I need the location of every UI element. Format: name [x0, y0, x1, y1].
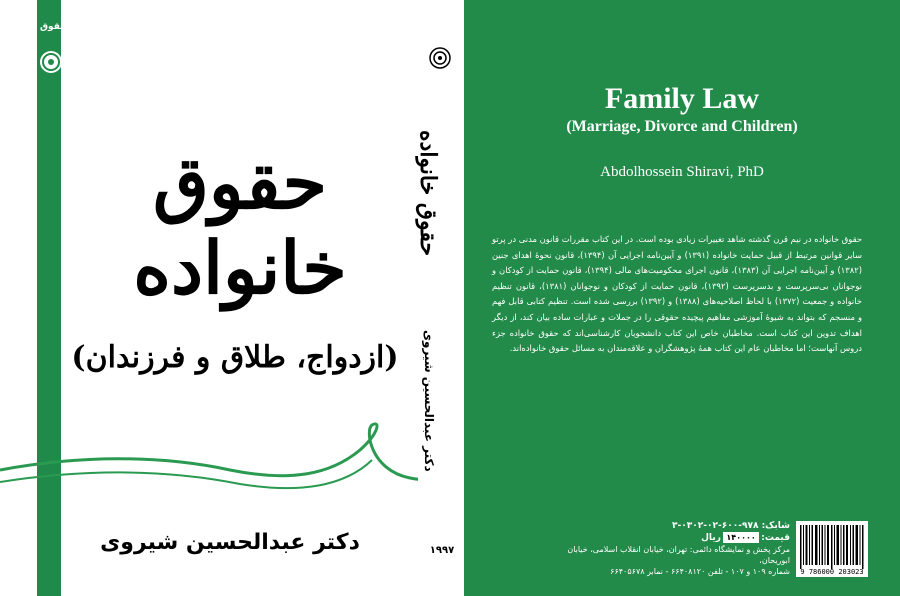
strip-label: حقوق: [40, 22, 67, 32]
address-line-2: شماره ۱۰۹ و ۱۰۷ - تلفن ۶۶۴۰۸۱۲۰ - نمابر ۶۶۴۰۵۶۷۸: [610, 567, 790, 576]
book-description: حقوق خانواده در نیم قرن گذشته شاهد تغییرات زیادی بوده است. در این کتاب مقررات قانون مدنی در پرتو سایر قوانین مرتبط از قبیل حمایت خانواده (۱۳۹۱) و آیین‌نامه اجرایی آن (۱۳۹۴)، قانون نحوهٔ اهدای جنین (۱۳۸۲) و آیین‌نامه اجرایی آن (۱۳۸۳)، قانون اجرای محکومیت‌های مالی (۱۳۹۴)، قانون حمایت از کودکان و نوجوانان بی‌سرپرست و بدسرپرست (۱۳۹۲)، قانون حمایت از کودکان و نوجوانان (۱۳۸۱)، قانون تنظیم خانواده و جمعیت (۱۳۷۲) با لحاظ اصلاحیه‌های (۱۳۸۸) و (۱۳۹۲) بررسی شده است. تنظیم کتابی قابل فهم و منسجم که بتواند به شیوهٔ آموزشی مفاهیم پیچیده حقوقی را در جملات و عبارات ساده بیان کند، از دیگر اهداف تدوین این کتاب است. مخاطبان خاص این کتاب دانشجویان کارشناسی‌اند که حقوق خانواده جزء دروس آنهاست؛ اما مخاطبان عام این کتاب همهٔ پژوهشگران و علاقه‌مندان به مسائل حقوق خانواده‌اند.: [492, 234, 862, 354]
spine-title: حقوق خانواده: [415, 130, 441, 257]
book-author: دکتر عبدالحسین شیروی: [100, 530, 360, 555]
book-subtitle: (ازدواج، طلاق و فرزندان): [71, 340, 399, 375]
spine-author: دکتر عبدالحسین شیروی: [422, 330, 436, 472]
price-value: ۱۴۰۰۰۰: [723, 532, 758, 543]
publisher-seal-icon: [37, 48, 65, 76]
english-title: Family Law: [604, 82, 760, 115]
english-subtitle: (Marriage, Divorce and Children): [566, 118, 798, 135]
spine-number: ۱۹۹۷: [429, 545, 455, 556]
spine-seal-icon: [428, 46, 452, 70]
spine-author-block: [418, 330, 464, 480]
spine-title-block: [415, 130, 464, 280]
isbn: شابک: ۹۷۸-۶۰۰-۰۲-۰۳۰۲-۳: [671, 521, 790, 531]
price-unit: ریال: [701, 533, 721, 543]
price-line: [560, 532, 790, 544]
barcode-number: 9 786000 203023: [800, 568, 864, 576]
price-label: قیمت:: [761, 533, 790, 543]
address-line-1: مرکز پخش و نمایشگاه دائمی: تهران، خیابان انقلاب اسلامی، خیابان ابوریحان،: [567, 545, 790, 565]
book-spine: [418, 0, 464, 596]
english-author: Abdolhossein Shiravi, PhD: [600, 164, 764, 180]
book-title: حقوق خانواده: [133, 140, 347, 310]
publisher-strip: [37, 0, 67, 596]
imprint-block: [560, 520, 790, 577]
